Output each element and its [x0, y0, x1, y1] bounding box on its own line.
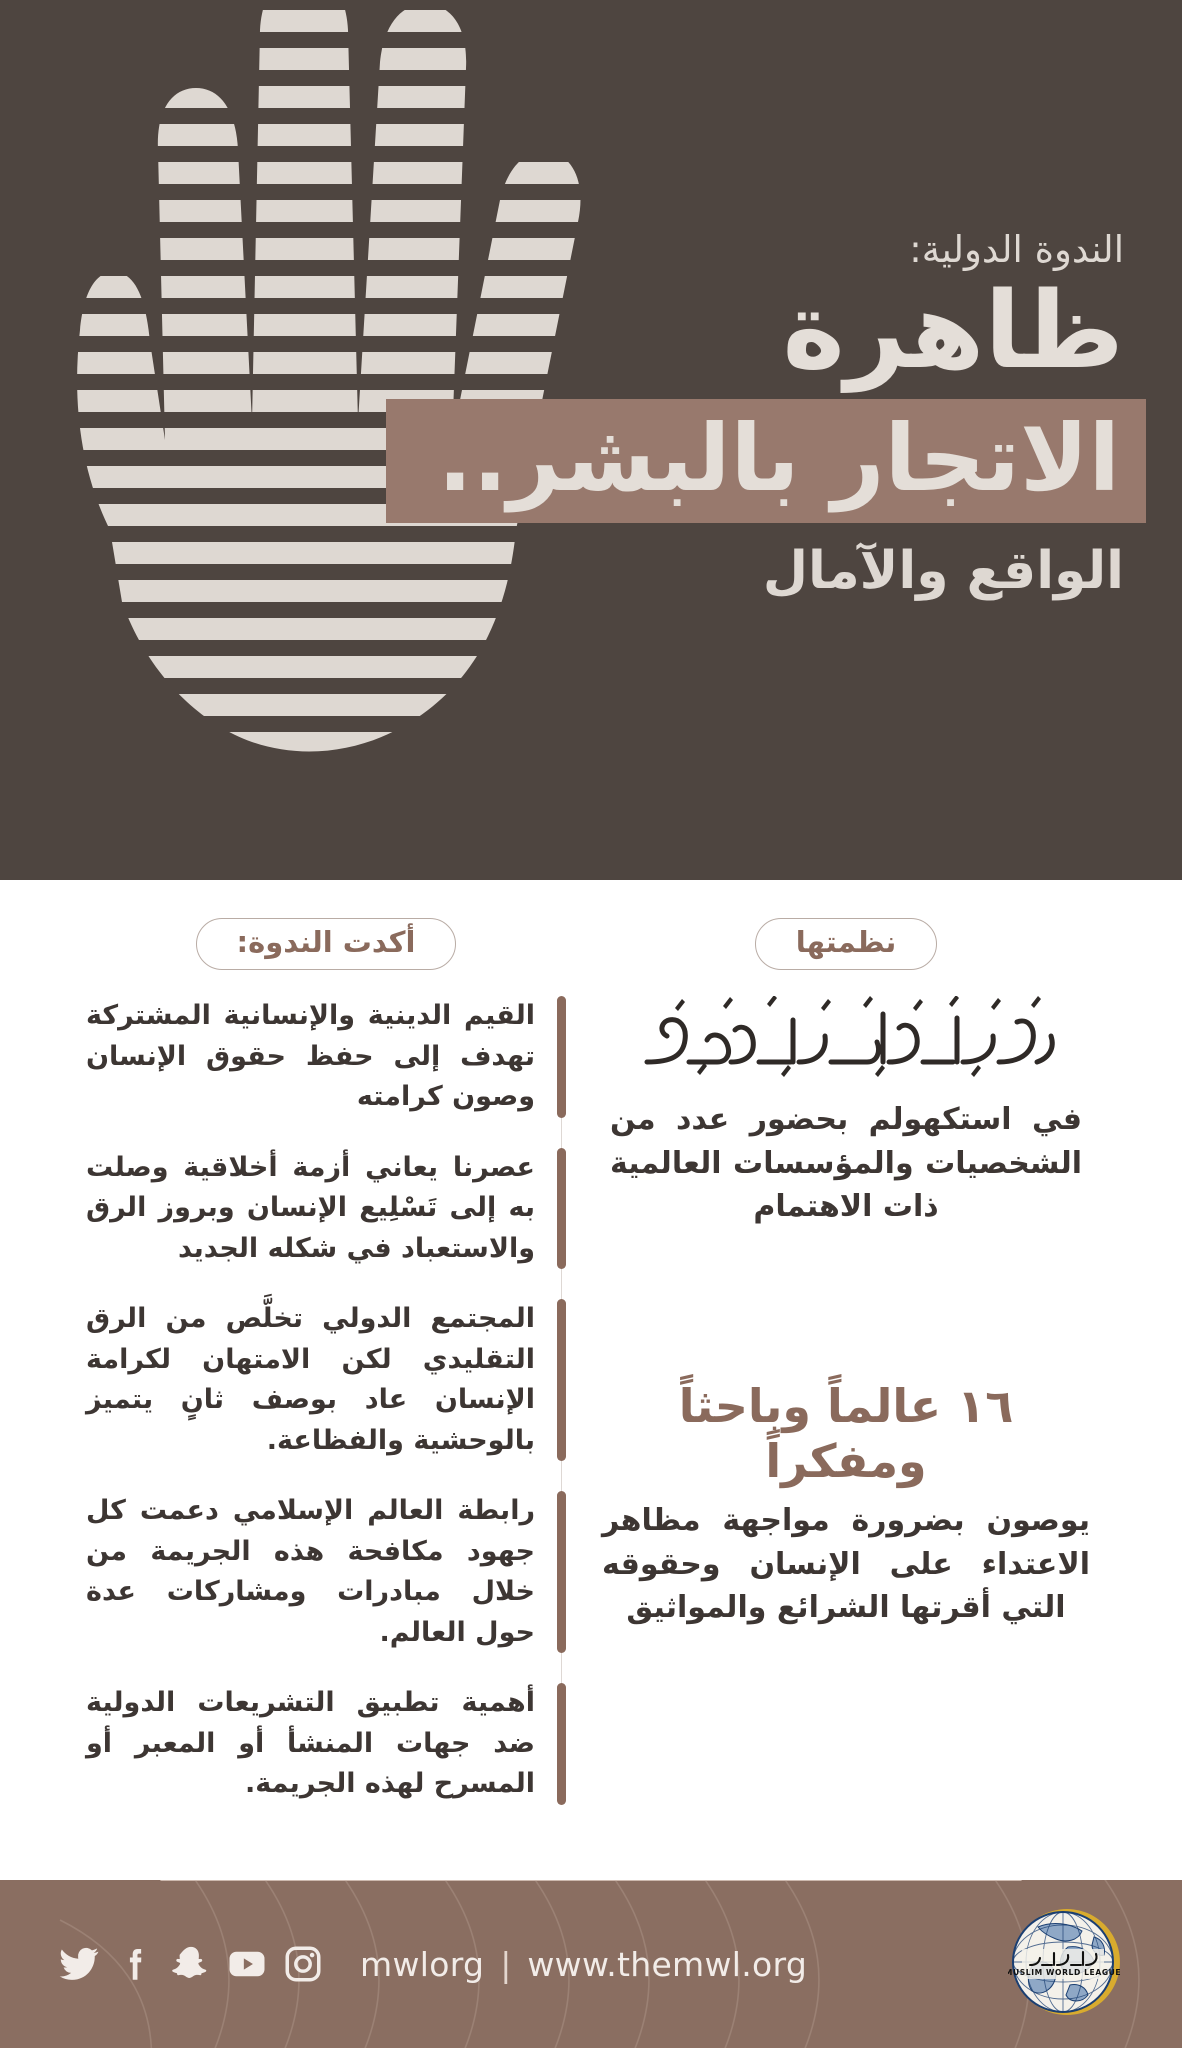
hero-section — [0, 0, 1182, 880]
organizer-pill-row — [596, 918, 1096, 970]
mwl-arabic-calligraphy-icon — [596, 996, 1096, 1088]
footer-separator: | — [500, 1944, 512, 1984]
bullet-bar — [557, 996, 566, 1118]
scholars-count-description: يوصون بضرورة مواجهة مظاهر الاعتداء على الإنسان وحقوقه التي أقرتها الشرائع والمواثيق — [602, 1503, 1090, 1626]
findings-pill: أكدت الندوة: — [196, 918, 457, 970]
hero-kicker: الندوة الدولية: — [909, 228, 1124, 271]
list-item — [86, 1683, 566, 1805]
footer-bar — [0, 1880, 1182, 2048]
findings-pill-row — [86, 918, 566, 970]
hero-title-band-text: الاتجار بالبشر.. — [437, 404, 1120, 512]
body-section — [0, 880, 1182, 1880]
findings-column — [86, 918, 566, 1835]
youtube-icon[interactable] — [226, 1943, 268, 1985]
social-handle[interactable]: mwlorg — [360, 1944, 485, 1984]
mwl-globe-emblem-icon — [1008, 1903, 1126, 2025]
bullet-bar — [557, 1491, 566, 1653]
list-item-text: المجتمع الدولي تخلَّص من الرق التقليدي لكن الامتهان لكرامة الإنسان عاد بوصف ثانٍ يتميز بالوحشية والفظاعة. — [86, 1303, 535, 1456]
facebook-icon[interactable] — [114, 1943, 156, 1985]
snapchat-icon[interactable] — [170, 1943, 212, 1985]
organizer-description: في استكهولم بحضور عدد من الشخصيات والمؤسسات العالمية ذات الاهتمام — [610, 1102, 1082, 1225]
bullet-bar — [557, 1299, 566, 1461]
list-item-text: أهمية تطبيق التشريعات الدولية ضد جهات المنشأ أو المعبر أو المسرح لهذه الجريمة. — [86, 1687, 535, 1800]
hero-title-band — [386, 399, 1146, 524]
social-links — [58, 1943, 324, 1985]
hero-text-block — [386, 230, 1146, 601]
organizer-pill: نظمتها — [755, 918, 937, 970]
scholars-count-heading: ١٦ عالماً وباحثاً ومفكراً — [678, 1378, 1014, 1489]
list-item-text: عصرنا يعاني أزمة أخلاقية وصلت به إلى تَسْلِيع الإنسان وبروز الرق والاستعباد في شكله الجديد — [86, 1151, 535, 1264]
list-item — [86, 996, 566, 1118]
website-url[interactable]: www.themwl.org — [527, 1944, 808, 1984]
scholars-count-block — [596, 1379, 1096, 1630]
list-item — [86, 1491, 566, 1653]
instagram-icon[interactable] — [282, 1943, 324, 1985]
list-item — [86, 1299, 566, 1461]
list-item — [86, 1148, 566, 1270]
list-item-text: القيم الدينية والإنسانية المشتركة تهدف إلى حفظ حقوق الإنسان وصون كرامته — [86, 1000, 535, 1113]
twitter-icon[interactable] — [58, 1943, 100, 1985]
bullet-bar — [557, 1148, 566, 1270]
footer-content — [0, 1880, 1182, 2048]
bullet-bar — [557, 1683, 566, 1805]
hero-title-line3: الواقع والآمال — [762, 541, 1124, 602]
hero-title-line1: ظاهرة — [782, 268, 1124, 392]
list-item-text: رابطة العالم الإسلامي دعمت كل جهود مكافحة هذه الجريمة من خلال مبادرات ومشاركات عدة حول العالم. — [86, 1495, 535, 1648]
findings-list — [86, 996, 566, 1805]
two-column-layout — [0, 880, 1182, 1835]
emblem-english-text: MUSLIM WORLD LEAGUE — [1008, 1968, 1122, 1977]
organizer-column — [596, 918, 1096, 1835]
